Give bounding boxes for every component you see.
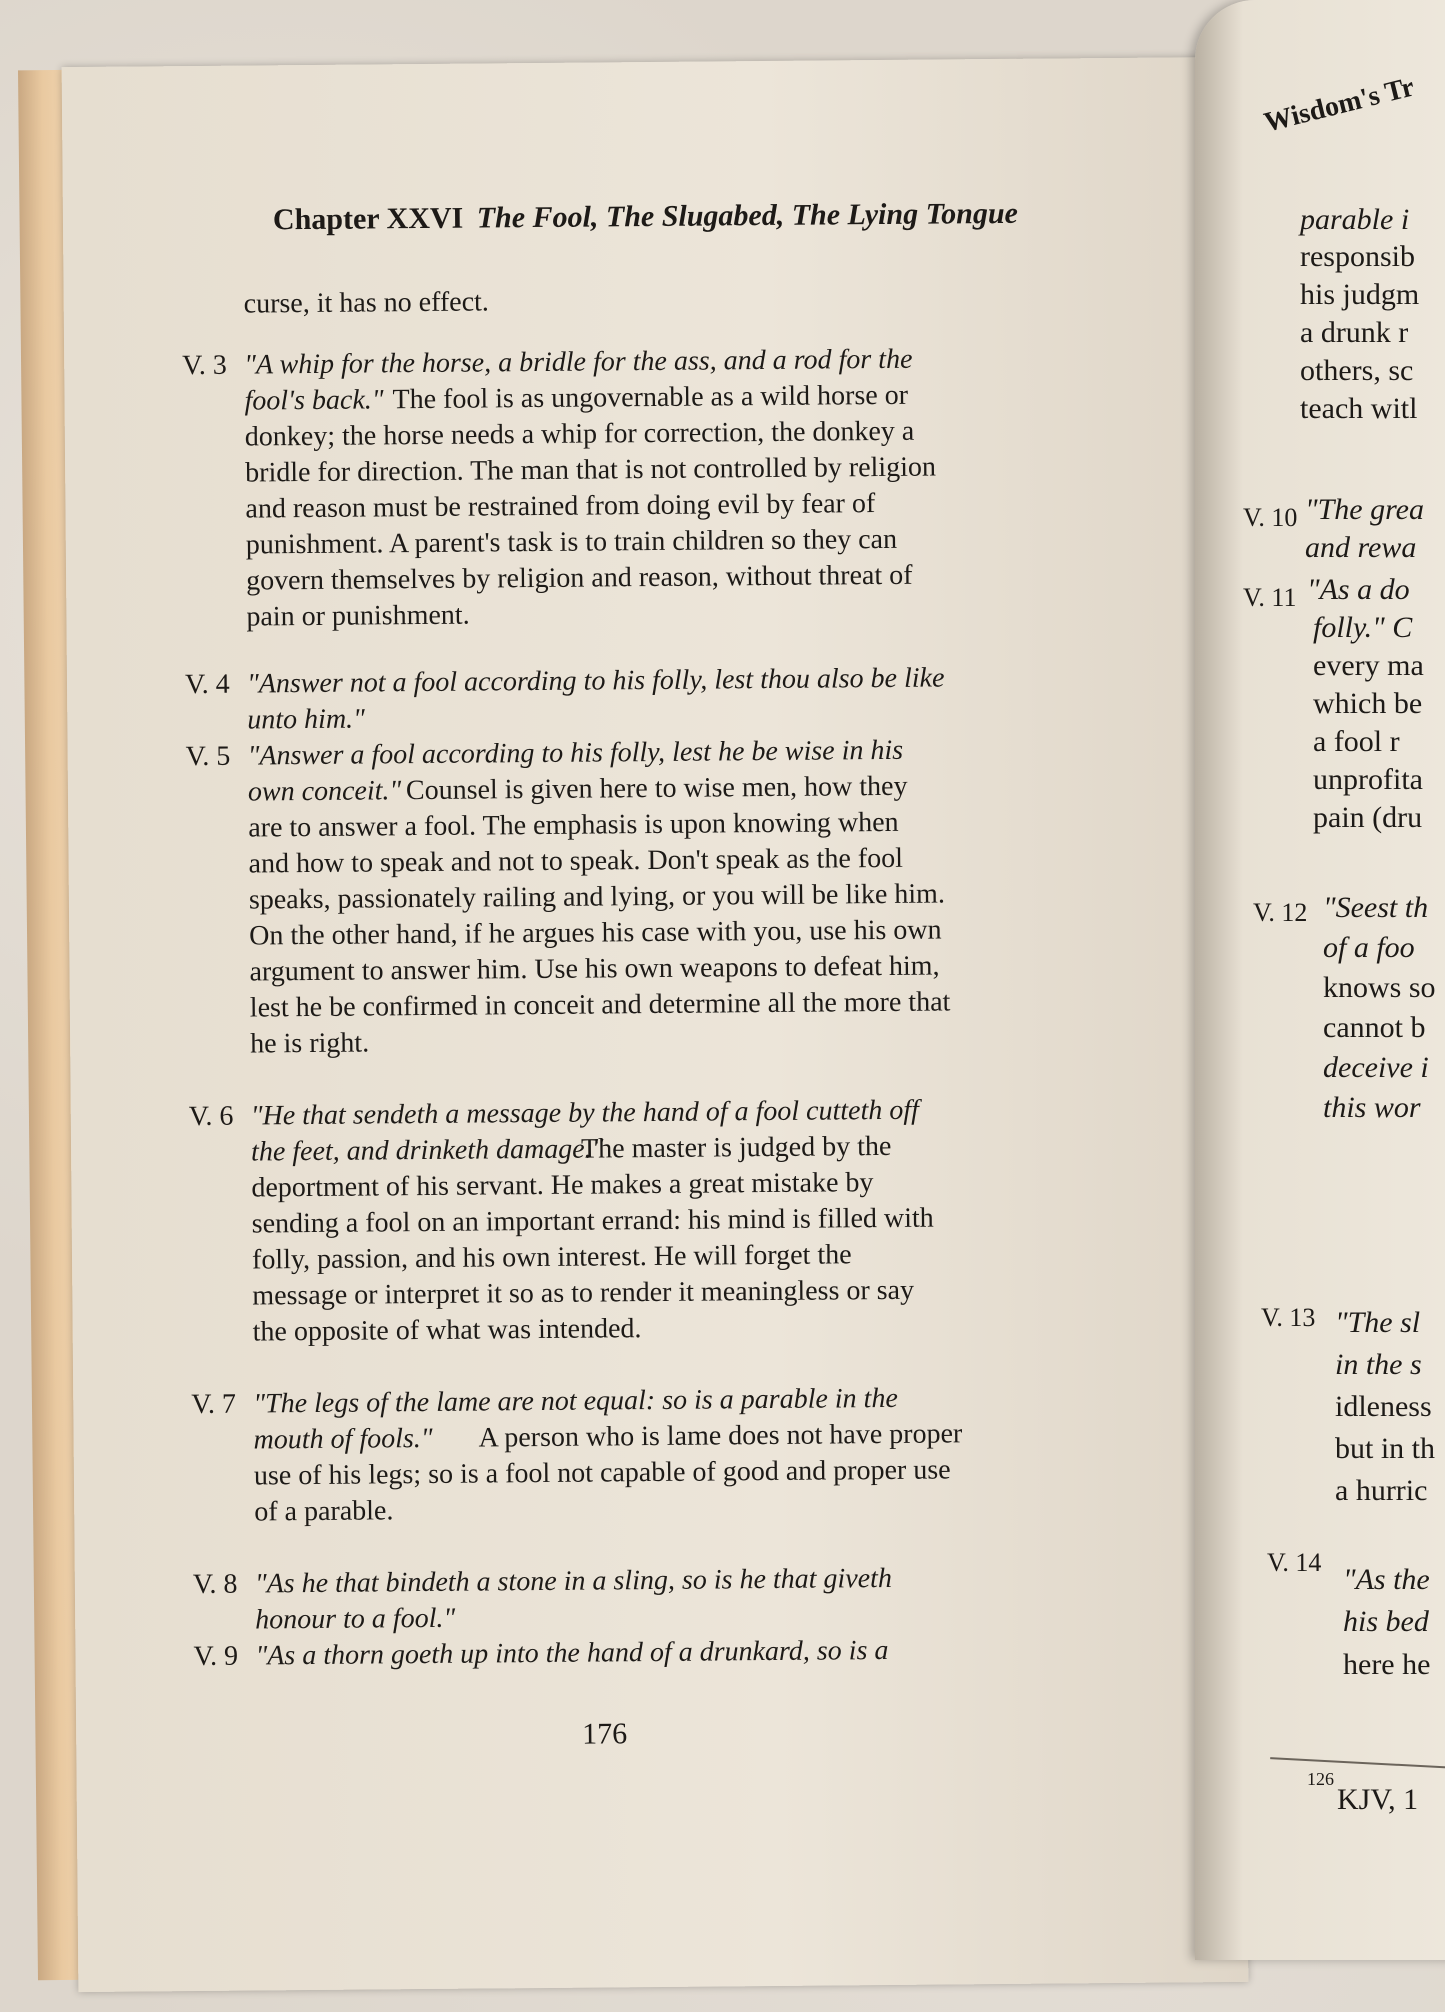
text-line: a hurric [1335,1474,1428,1507]
verse-quote: "As he that bindeth a stone in a sling, so is he that giveth [254,1562,893,1600]
text-line: use of his legs; so is a fool not capable of good and proper use [253,1454,951,1492]
footnote-rule [1270,1757,1445,1775]
text-line: a drunk r [1300,316,1409,349]
chapter-header [273,197,1018,237]
text-line: cannot b [1323,1011,1426,1044]
text-line: knows so [1323,971,1436,1004]
text-line: punishment. A parent's task is to train children so they can [245,523,898,561]
text-line: which be [1313,687,1423,720]
verse-label: V. 12 [1253,898,1308,927]
text-line: pain or punishment. [246,599,470,633]
verse-quote: in the s [1335,1348,1422,1381]
text-line: curse, it has no effect. [243,286,489,320]
text-line: his judgm [1300,278,1420,311]
text-line: pain (dru [1313,801,1423,834]
right-page [1195,0,1445,1960]
text-line: a fool r [1313,725,1400,758]
verse-quote: "The legs of the lame are not equal: so is a parable in the [253,1382,898,1420]
footnote-number: 126 [1307,1769,1334,1789]
footnote-text: KJV, 1 [1337,1783,1419,1816]
verse-quote: "Answer a fool according to his folly, lest he be wise in his [247,734,904,772]
verse-label: V. 14 [1267,1548,1322,1577]
verse-label: V. 8 [192,1568,238,1601]
chapter-number: Chapter XXVI [272,201,464,237]
text-line: sending a fool on an important errand: his mind is filled with [251,1202,934,1240]
right-header: Wisdom's Tr [1261,71,1418,139]
text-line: folly, passion, and his own interest. He will forget the [251,1239,852,1276]
verse-quote: honour to a fool." [255,1602,456,1636]
verse-label: V. 10 [1243,503,1298,532]
text-line: The master is judged by the [580,1130,892,1165]
text-line: teach witl [1300,392,1418,425]
verse-quote: "A whip for the horse, a bridle for the ass, and a rod for the [244,343,913,381]
verse-quote: folly." C [1313,611,1413,644]
verse-quote: the feet, and drinketh damage." [250,1133,604,1168]
text-line: lest he be confirmed in conceit and determine all the more that [249,986,951,1024]
verse-label: V. 11 [1243,583,1297,612]
verse-quote: "As the [1343,1563,1430,1596]
verse-label: V. 3 [182,349,227,382]
left-page [62,57,1249,1992]
text-line: The fool is as ungovernable as a wild horse or [392,379,909,416]
verse-quote: "The sl [1335,1306,1421,1339]
verse-label: V. 6 [188,1100,234,1133]
text-line: the opposite of what was intended. [252,1313,642,1348]
text-line: Counsel is given here to wise men, how they [405,770,908,807]
text-line: speaks, passionately railing and lying, or you will be like him. [248,878,946,916]
verse-quote: fool's back." [244,384,384,417]
verse-quote: "He that sendeth a message by the hand of a fool cutteth off [250,1094,919,1132]
text-line: idleness [1335,1390,1432,1423]
verse-quote: deceive i [1323,1051,1429,1084]
verse-quote: mouth of fools." [253,1422,433,1456]
page-number: 176 [582,1717,628,1751]
verse-label: V. 9 [193,1640,239,1673]
text-line: parable i [1300,203,1410,236]
verse-quote: "Answer not a fool according to his folly, lest thou also be like [246,662,945,700]
text-line: are to answer a fool. The emphasis is upon knowing when [248,806,899,844]
text-line: deportment of his servant. He makes a great mistake by [251,1167,874,1204]
verse-quote: "Seest th [1323,891,1429,924]
verse-quote: "As a do [1307,573,1410,606]
chapter-title: The Fool, The Slugabed, The Lying Tongue [476,196,1019,235]
text-line: On the other hand, if he argues his case with you, use his own [249,914,942,952]
verse-quote: unto him." [247,703,366,736]
verse-quote: "The grea [1305,493,1424,526]
text-line: bridle for direction. The man that is not controlled by religion [245,451,937,489]
verse-label: V. 5 [185,740,231,773]
verse-label: V. 13 [1261,1303,1316,1332]
verse-quote: "As a thorn goeth up into the hand of a drunkard, so is a [255,1634,889,1672]
text-line: A person who is lame does not have proper [478,1418,963,1454]
text-line: message or interpret it so as to render it meaningless or say [252,1274,915,1312]
verse-quote: his bed [1343,1605,1429,1638]
verse-quote: and rewa [1305,531,1417,564]
verse-label: V. 4 [184,668,230,701]
text-line: and reason must be restrained from doing evil by fear of [245,488,876,525]
verse-label: V. 7 [191,1388,237,1421]
text-line: unprofita [1313,763,1423,796]
text-line: every ma [1313,649,1424,682]
text-line: but in th [1335,1432,1436,1465]
text-line: and how to speak and not to speak. Don't speak as the fool [248,842,904,880]
verse-quote: this wor [1323,1091,1421,1124]
text-line: here he [1343,1648,1431,1681]
text-line: others, sc [1300,354,1414,387]
text-line: govern themselves by religion and reason, without threat of [245,559,913,597]
text-line: of a parable. [254,1495,394,1528]
text-line: he is right. [250,1027,370,1060]
text-line: argument to answer him. Use his own weapons to defeat him, [249,950,940,988]
text-line: donkey; the horse needs a whip for correction, the donkey a [244,415,915,453]
verse-quote: of a foo [1323,931,1415,964]
verse-quote: own conceit." [247,775,402,808]
text-line: responsib [1300,240,1415,273]
